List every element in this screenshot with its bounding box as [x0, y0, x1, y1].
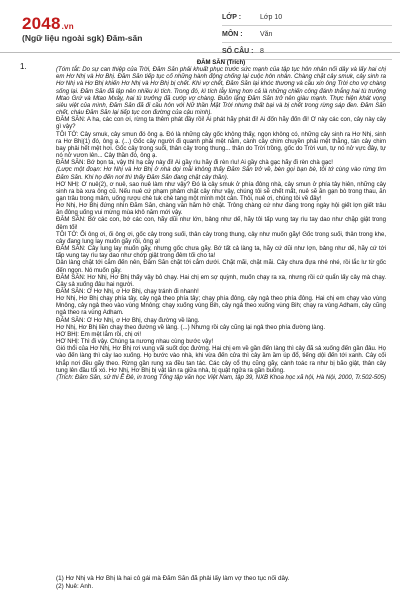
passage-paragraph: TÔI TỚ: Cây smuk, cây smun đó ông ạ. Đó là những cây gốc không thấy, ngọn không có, những cây sinh ra Hơ Nhị, sinh ra Hơ Bhị(1) đó, ông ạ. (...) Gốc cây người đi quanh phải mệt nằm, cành cây chim chuyền phải mệt thằng, tán cây chim bay phải hết mệt hơi. Gốc cây trong suối, thân cây trong thung... thân do Trời trồng, gốc do Trời vun, tự nó nở vực đây, tự nó nở vươn lên... Cây thần đó, ông ạ.: [56, 131, 386, 160]
logo-suffix: .vn: [61, 22, 74, 31]
meta-row-class: [222, 9, 392, 26]
page-subtitle: (Ngữ liệu ngoài sgk) Đăm-săn: [22, 33, 143, 43]
footnote: (1) Hơ Nhị và Hơ Bhị là hai cô gái mà Đăm Săn đã phải lấy làm vợ theo tục nối dây.: [56, 575, 290, 582]
meta-key: MÔN :: [222, 30, 243, 38]
passage-source: (Trích: Đăm Săn, sử thi Ê Đê, in trong Tổng tập văn học Việt Nam, tập 39, NXB Khoa học xã hội, Hà Nội, 2000, Tr.502-505): [56, 374, 386, 381]
passage-paragraph: ĐĂM SĂN: Ơ Hơ Nhị, ơ Hơ Bhị, chạy tránh đi nhanh!: [56, 289, 199, 295]
passage-paragraph: ĐĂM SĂN: Bớ các con, bớ các con, hãy dũi như lớn, bảng như dế, hãy tôi tấp vung tay rìu tay dao như chặp giật trong đêm tối!: [56, 217, 386, 231]
passage-paragraph: Hơ Nhị, Hơ Bhị liền chạy theo đường về làng. (...) Nhưng rồi cây cũng lại ngả theo phía đường làng.: [56, 324, 326, 331]
passage-paragraph: ĐĂM SĂN: A ha, các con ơi, rừng ta thêm phát đầy rồi! Ai phát hãy phát đi! Ai đốn hãy đốn đi! Ơ này các con, cây này cây gì vậy?: [56, 117, 386, 131]
logo-text: 2048: [22, 14, 61, 33]
passage-paragraph: HƠ NHỊ: Ơ nuê(2), ơ nuê, sao nuê làm như vậy? Đó là cây smuk ở phía đông nhà, cây smun ở phía tây hiên, những cây sinh ra bà xưa ông cũ. Nếu nuê cứ phạm phảm chặt cây như vậy, chúng tôi sẽ chết mất, nuê sẽ ăn gạn bò trong thau, ăn gạn trâu trong mâm, uống rượu chè tuk chè tang một mình một cân. Thôi, nuê ơi, chúng tôi về đây!: [56, 181, 386, 202]
passage-paragraph: HƠ BHỊ: Em mệt lắm rồi, chị ơi!: [56, 331, 142, 338]
passage: [56, 60, 386, 382]
meta-key: SỐ CÂU :: [222, 47, 254, 55]
header: [0, 0, 400, 53]
meta-value: Văn: [260, 30, 273, 38]
passage-paragraph: Dân làng chặt tới cắm đến nên, Đăm Săn chặt tới cắm dưới. Chặt mãi, chặt mãi. Cây chưa đựa nhé nhé, rồi lắc lư từ gốc đến ngọn. Nó muốn gãy.: [56, 260, 386, 274]
site-logo[interactable]: [22, 14, 74, 34]
footnotes: [56, 575, 386, 591]
passage-title: ĐĂM SĂN (Trích): [196, 60, 246, 66]
passage-paragraph: ĐĂM SĂN: Hơ Nhị, Hơ Bhị thấy vậy bỏ chạy. Hai chị em sợ quỳnh, muốn chạy ra xa, nhưng rồi cứ quẩn lấy cây mà chạy. Cây sả xuống đâu hai người.: [56, 274, 386, 288]
footnote: (2) Nuê: Anh.: [56, 583, 94, 590]
passage-paragraph: (Lược một đoạn: Hơ Nhị và Hơ Bhị ở nhà dọi mãi không thấy Đăm Săn trở về, bèn gọi bạn bè, tôi tớ cùng vào rừng tìm Đăm Săn. Khi họ đến nơi thì thấy Đăm Săn đang chặt cây thần).: [56, 167, 386, 181]
question-number: 1.: [20, 62, 27, 71]
passage-paragraph: Gió thổi của Hơ Nhị, Hơ Bhị rơi vung vãi suốt dọc đường. Hai chị em về gần đến làng thì cây đã sả xuống đến gần đâu. Họ vào đến làng thì cây lao xuống. Họ bước vào nhà, khi vừa đến cửa thì cây ầm ầm úp đổ, tiếng dội đến tới xanh. Cây cối khắp nơi đều gãy theo. Rừng gần rung xa đều tan tác. Các cây cổ thụ cũng gãy, cành toác ra như bị bão giật, thân cây tung lên đầu tối xó. Hơ Nhị, Hơ Bhị bị vật lăn ra giữa nhà, bị quật ngửa ra gần buồng.: [56, 346, 386, 374]
passage-paragraph: Hơ Nhị, Hơ Bhị chạy phía tây, cây ngả theo phía tây; chạy phía đông, cây ngả theo phía đông. Hai chị em chạy vào vùng Mnông, cây ngả theo vào vùng Mnông; chạy xuống vùng Bih, cây ngả theo xuống vùng Bih; chạy ra vùng Adham, cây cũng ngả theo ra vùng Adham.: [56, 296, 386, 317]
passage-paragraph: ĐĂM SĂN: Cây lung lay muốn gãy, nhưng gốc chưa gãy. Bớ tất cả làng ta, hãy cứ dũi như lợn, bảng như dế, hãy cứ tới tấp vung tay rìu tay dao như chớp giật trong đêm tối cho ta!: [56, 246, 386, 260]
passage-paragraph: ĐĂM SĂN: Ơ Hơ Nhị, ơ Hơ Bhị, chạy đường về làng.: [56, 317, 200, 324]
meta-row-subject: [222, 26, 392, 43]
passage-paragraph: HƠ NHỊ: Thì đi vậy. Chúng ta nương nhau cùng bước vậy!: [56, 339, 214, 346]
meta-table: [222, 9, 392, 60]
passage-paragraph: ĐĂM SĂN: Bớ bọn ta, vậy thì hạ cây này đi! Ai gầy rìu hãy đi rèn rìu! Ai gầy chà gạc hãy đi rèn chà gạc!: [56, 160, 333, 167]
meta-row-count: [222, 43, 392, 60]
passage-paragraph: TÔI TỚ: Ối ông ơi, ối ông ơi, gốc cây trong suối, thân cây trong thung, cây như muốn gãy! Gốc trong suối, thân trong khe, cây đang lung lay muốn gãy rồi, ông ạ!: [56, 231, 386, 245]
passage-paragraph: Hơ Nhị, Hơ Bhị đứng nhìn Đăm Săn, chàng vẫn hăm hở chặt. Trông chàng cứ như đang trong ngày hội giết lợn giết trâu ăn đông uống vui mừng mùa khô năm mới vậy.: [56, 203, 386, 217]
passage-paragraph: (Tóm tắt: Do sự can thiệp của Trời, Đăm Săn phải khuất phục trước sức mạnh của tập tục hôn nhân nối dây và lấy hai chị em Hơ Nhị và Hơ Bhị. Đăm Săn tiếp tục cố những hành động chống lại cuộc hôn nhân. Chàng chặt cây smuk, cây sinh ra Hơ Nhị và Hơ Bhị khiến Hơ Nhị và Hơ Bhị bị chết. Khi vợ chết, Đăm Săn lại khóc thương và cầu xin ông Trời cho vợ chàng sống lại. Đăm Săn đã lập nên nhiều kì tích. Trong đó, kì tích lẫy lừng hơn cả là những chiến công đánh thắng hai tù trưởng Mtao Grứ và Mtao Mxây, hai tù trưởng đã cướp vợ chàng. Buồn lặng Đăm Săn trở nên giàu mạnh. Thực hiện khát vọng siêu việt của mình, Đăm Săn đã đi cầu hôn với Nữ thần Mặt Trời nhưng thất bại và bị chết trong rừng sáp đen. Đăm Săn chết, cháu Đăm Săn lại tiếp tục con đường của cậu mình).: [56, 67, 386, 117]
meta-value: Lớp 10: [260, 13, 283, 21]
meta-key: LỚP :: [222, 13, 242, 21]
meta-value: 8: [260, 47, 264, 55]
